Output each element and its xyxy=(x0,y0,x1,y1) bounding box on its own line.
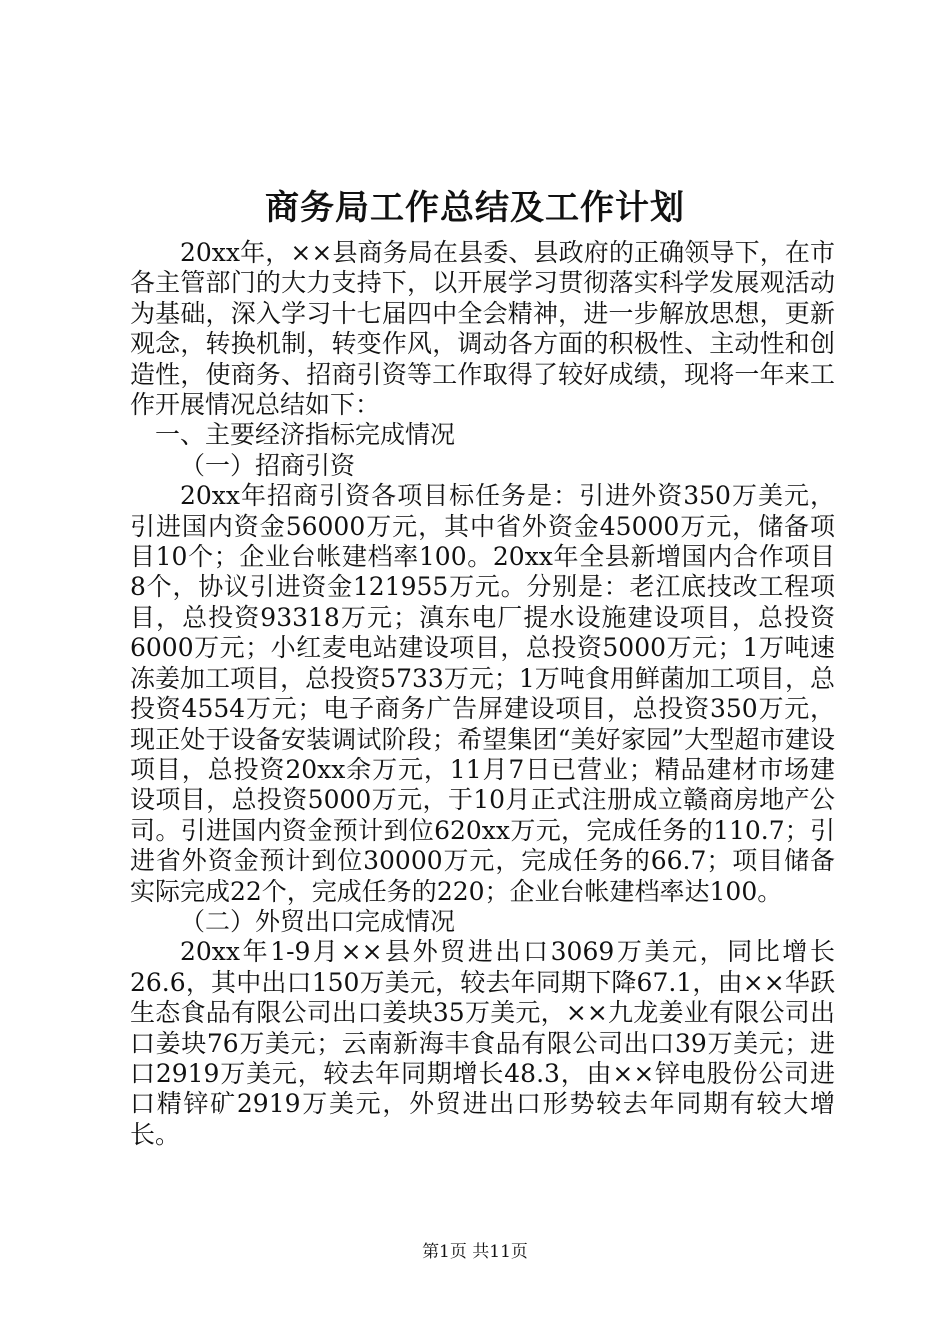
page-footer: 第1页 共11页 xyxy=(422,1242,528,1262)
section-heading-economic-indicators: 一、主要经济指标完成情况 xyxy=(155,420,456,450)
document-body xyxy=(130,238,835,1150)
investment-paragraph: 20xx年招商引资各项目标任务是：引进外资350万美元，引进国内资金56000万元，其中省外资金45000万元，储备项目10个；企业台帐建档率100。20xx年全县新增国内合作项目8个，协议引进资金121955万元。分别是：老江底技改工程项目，总投资93318万元；滇东电厂提水设施建设项目，总投资6000万元；小红麦电站建设项目，总投资5000万元；1万吨速冻姜加工项目，总投资5733万元；1万吨食用鲜菌加工项目，总投资4554万元；电子商务广告屏建设项目，总投资350万元，现正处于设备安装调试阶段；希望集团“美好家园”大型超市建设项目，总投资20xx余万元，11月7日已营业；精品建材市场建设项目，总投资5000万元，于10月正式注册成立赣商房地产公司。引进国内资金预计到位620xx万元，完成任务的110.7；引进省外资金预计到位30000万元，完成任务的66.7；项目储备实际完成22个，完成任务的220；企业台帐建档率达100。 xyxy=(130,481,835,906)
trade-paragraph: 20xx年1-9月××县外贸进出口3069万美元，同比增长26.6，其中出口150万美元，较去年同期下降67.1，由××华跃生态食品有限公司出口姜块35万美元，××九龙姜业有限公司出口姜块76万美元；云南新海丰食品有限公司出口39万美元；进口2919万美元，较去年同期增长48.3，由××锌电股份公司进口精锌矿2919万美元，外贸进出口形势较去年同期有较大增长。 xyxy=(130,937,835,1149)
subsection-heading-investment: （一）招商引资 xyxy=(180,450,356,480)
subsection-heading-trade: （二）外贸出口完成情况 xyxy=(180,906,456,936)
document-title: 商务局工作总结及工作计划 xyxy=(265,188,685,228)
intro-paragraph: 20xx年，××县商务局在县委、县政府的正确领导下，在市各主管部门的大力支持下，以开展学习贯彻落实科学发展观活动为基础，深入学习十七届四中全会精神，进一步解放思想，更新观念，转换机制，转变作风，调动各方面的积极性、主动性和创造性，使商务、招商引资等工作取得了较好成绩，现将一年来工作开展情况总结如下： xyxy=(130,238,835,420)
